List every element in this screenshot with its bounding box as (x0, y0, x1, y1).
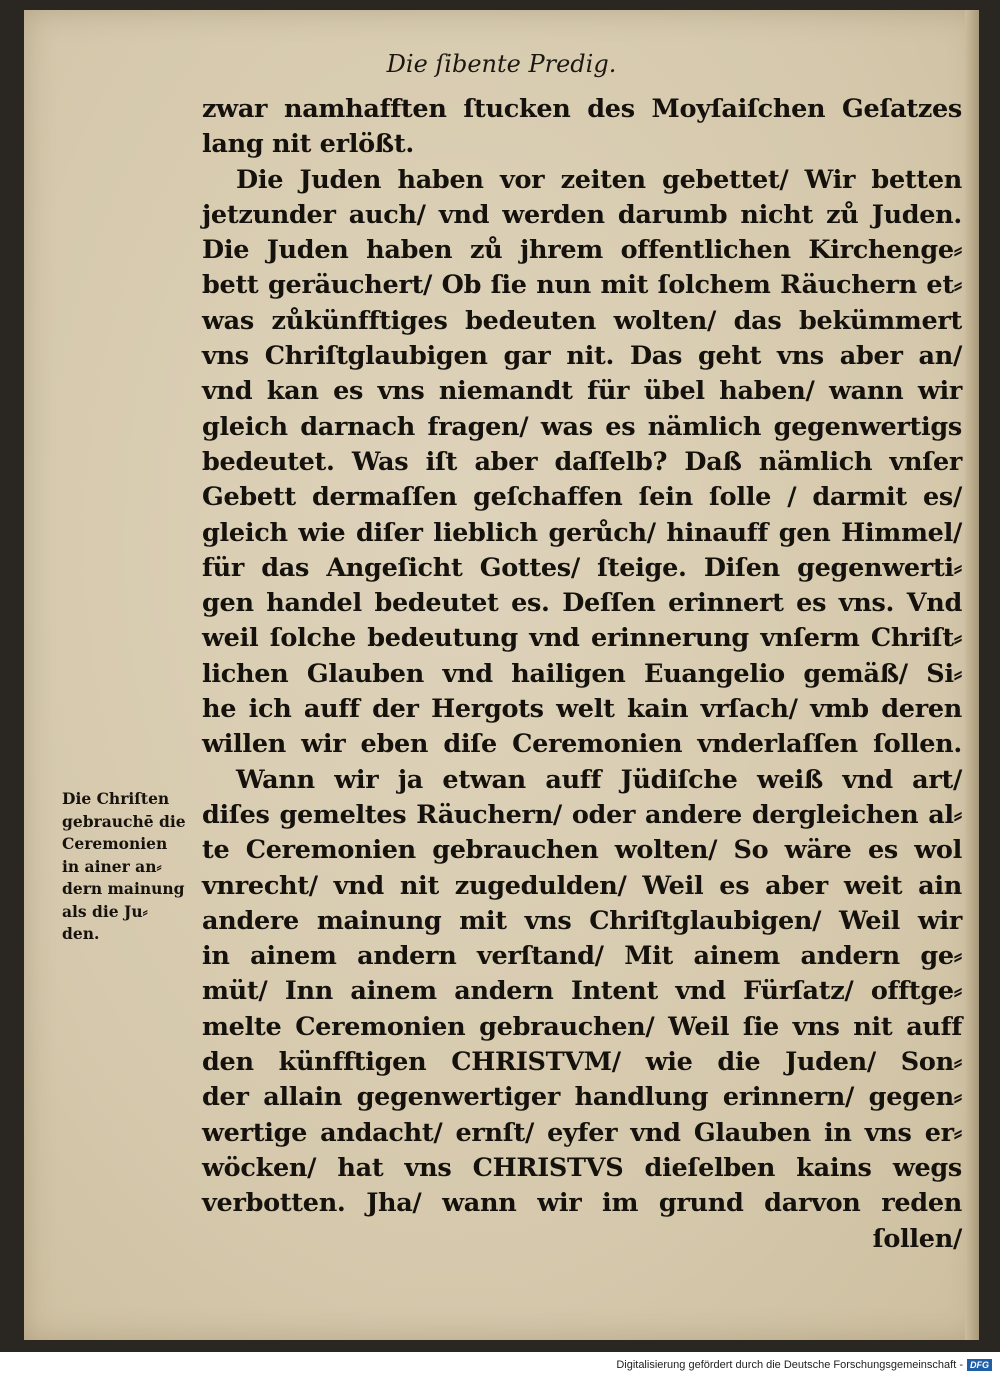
marginal-line: Ceremonien (62, 834, 168, 853)
page-edge (965, 10, 979, 1340)
text-line: Die Juden haben zů jhrem offentlichen Kirchenge⸗ (202, 235, 962, 266)
text-line: melte Ceremonien gebrauchen/ Weil ſie vns nit auff (202, 1011, 962, 1042)
text-line: jetzunder auch/ vnd werden darumb nicht zů Juden. (202, 199, 962, 230)
marginal-line: gebrauchē die (62, 811, 186, 831)
book-page (24, 10, 979, 1340)
text-line: weil ſolche bedeutung vnd erinnerung vnſerm Chriſt⸗ (202, 623, 962, 654)
marginal-line: Die Chriſten (62, 789, 170, 808)
text-line: wertige andacht/ ernſt/ eyfer vnd Glauben in vns er⸗ (202, 1117, 962, 1148)
text-line: vns Chriſtglaubigen gar nit. Das geht vns aber an/ (202, 341, 962, 372)
text-line: willen wir eben diſe Ceremonien vnderlaſſen ſollen. (202, 729, 962, 760)
text-line: Gebett dermaſſen geſchaffen ſein ſolle / darmit es/ (202, 482, 962, 513)
footer-text: Digitalisierung gefördert durch die Deutsche Forschungsgemeinschaft - (616, 1359, 963, 1371)
text-line: vnd kan es vns niemandt für übel haben/ wann wir (202, 376, 962, 407)
text-line: he ich auff der Hergots welt kain vrſach/ vmb deren (202, 694, 962, 725)
text-line: in ainem andern verſtand/ Mit ainem andern ge⸗ (202, 941, 962, 972)
marginal-line: in ainer an⸗ (62, 856, 162, 876)
text-line: vnrecht/ vnd nit zugedulden/ Weil es aber weit ain (202, 870, 962, 901)
text-line: verbotten. Jha/ wann wir im grund darvon reden (202, 1188, 962, 1219)
text-line: den künfftigen CHRISTVM/ wie die Juden/ Son⸗ (202, 1047, 962, 1078)
marginal-line: den. (62, 924, 100, 943)
text-line: lichen Glauben vnd hailigen Euangelio gemäß/ Si⸗ (202, 658, 962, 689)
body-text (202, 92, 962, 1257)
text-line: für das Angeſicht Gottes/ ſteige. Diſen gegenwerti⸗ (202, 552, 962, 583)
marginal-line: als die Ju⸗ (62, 901, 148, 921)
text-line: gleich darnach fragen/ was es nämlich gegenwertigs (202, 411, 962, 442)
text-line: wöcken/ hat vns CHRISTVS dieſelben kains wegs (202, 1152, 962, 1183)
text-line: te Ceremonien gebrauchen wolten/ So wäre es wol (202, 835, 962, 866)
marginal-line: dern mainung (62, 879, 185, 898)
text-line: andere mainung mit vns Chriſtglaubigen/ Weil wir (202, 905, 962, 936)
text-line: was zůkünfftiges bedeuten wolten/ das bekümmert (202, 305, 962, 336)
text-line: gen handel bedeutet es. Deſſen erinnert es vns. Vnd (202, 588, 962, 619)
text-line: bedeutet. Was iſt aber daſſelb? Daß nämlich vnſer (202, 446, 962, 477)
text-line: der allain gegenwertiger handlung erinnern/ gegen⸗ (202, 1082, 962, 1113)
marginal-note (62, 788, 212, 946)
text-line: müt/ Inn ainem andern Intent vnd Fürſatz/ offtge⸗ (202, 976, 962, 1007)
dfg-logo-icon: DFG (967, 1359, 992, 1371)
text-line: lang nit erlößt. (202, 129, 414, 160)
text-line: ſollen/ (872, 1223, 962, 1254)
text-line: gleich wie diſer lieblich gerůch/ hinauff gen Himmel/ (202, 517, 962, 548)
text-line: diſes gemeltes Räuchern/ oder andere dergleichen al⸗ (202, 799, 962, 830)
text-line: Wann wir ja etwan auff Jüdiſche weiß vnd art/ (236, 764, 962, 795)
text-line: zwar namhafften ſtucken des Moyſaiſchen Geſatzes (202, 94, 962, 124)
footer (616, 1358, 992, 1372)
text-line: Die Juden haben vor zeiten gebettet/ Wir betten (236, 164, 962, 195)
running-head: Die ſibente Predig. (386, 50, 617, 78)
text-line: bett geräuchert/ Ob ſie nun mit ſolchem Räuchern et⸗ (202, 270, 962, 301)
